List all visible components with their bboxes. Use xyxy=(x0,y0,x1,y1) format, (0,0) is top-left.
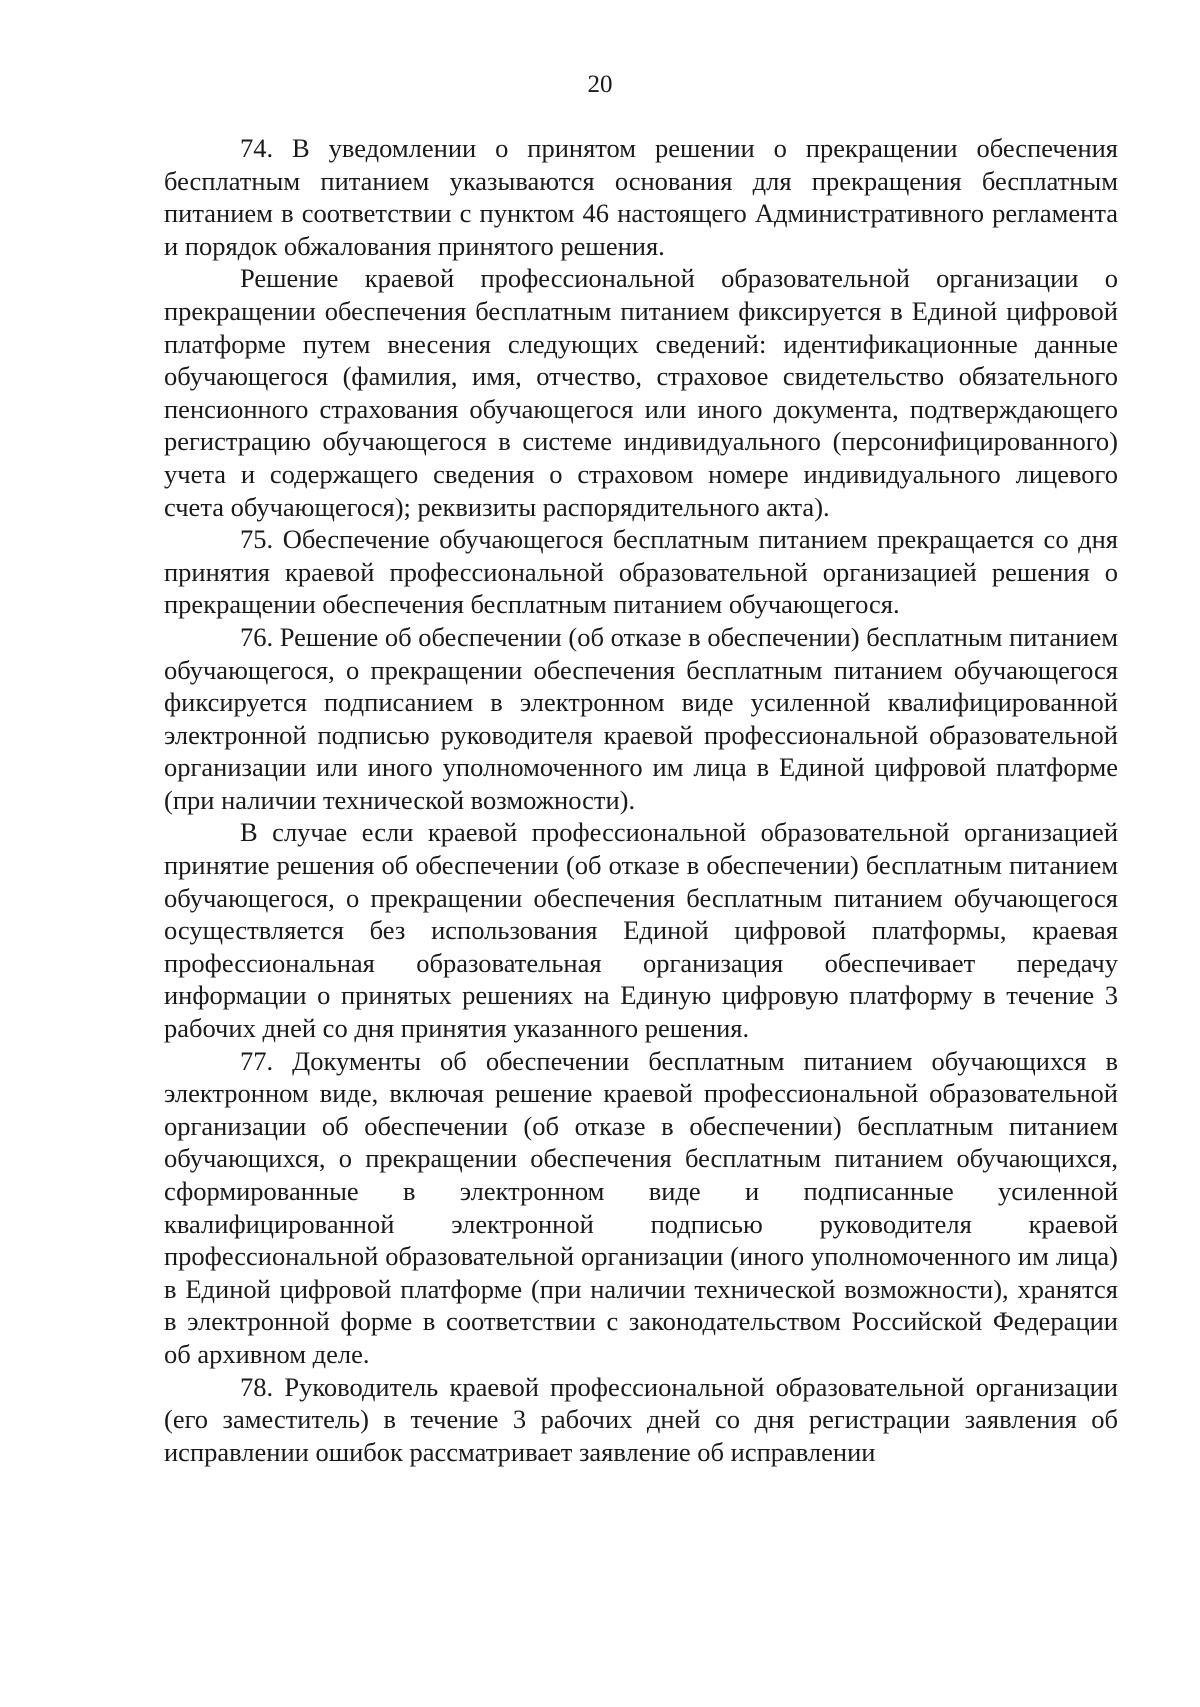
paragraph-74: 74. В уведомлении о принятом решении о прекращении обеспечения бесплатным питанием указываются основания для прекращения бесплатным питанием в соответствии с пунктом 46 настоящего Административного регламента и порядок обжалования принятого решения. xyxy=(164,133,1118,261)
paragraph-75: 75. Обеспечение обучающегося бесплатным питанием прекращается со дня принятия краевой профессиональной образовательной организацией решения о прекращении обеспечения бесплатным питанием обучающегося. xyxy=(164,524,1118,620)
paragraph-76: 76. Решение об обеспечении (об отказе в обеспечении) бесплатным питанием обучающегося, о прекращении обеспечения бесплатным питанием обучающегося фиксируется подписанием в электронном виде усиленной квалифицированной электронной подписью руководителя краевой профессиональной образовательной организации или иного уполномоченного им лица в Единой цифровой платформе (при наличии технической возможности). xyxy=(164,621,1118,815)
paragraph-76-case: В случае если краевой профессиональной образовательной организацией принятие решения об обеспечении (об отказе в обеспечении) бесплатным питанием обучающегося, о прекращении обеспечения бесплатным питанием обучающегося осуществляется без использования Единой цифровой платформы, краевая профессиональная образовательная организация обеспечивает передачу информации о принятых решениях на Единую цифровую платформу в течение 3 рабочих дней со дня принятия указанного решения. xyxy=(164,817,1118,1044)
paragraph-78: 78. Руководитель краевой профессиональной образовательной организации (его заместитель) в течение 3 рабочих дней со дня регистрации заявления об исправлении ошибок рассматривает заявление об исправлении xyxy=(164,1371,1118,1467)
page-number: 20 xyxy=(587,71,613,98)
document-body xyxy=(164,132,1118,1468)
paragraph-74-decision: Решение краевой профессиональной образовательной организации о прекращении обеспечения бесплатным питанием фиксируется в Единой цифровой платформе путем внесения следующих сведений: идентификационные данные обучающегося (фамилия, имя, отчество, страховое свидетельство обязательного пенсионного страхования обучающегося или иного документа, подтверждающего регистрацию обучающегося в системе индивидуального (персонифицированного) учета и содержащего сведения о страховом номере индивидуального лицевого счета обучающегося); реквизиты распорядительного акта). xyxy=(164,263,1118,522)
paragraph-77: 77. Документы об обеспечении бесплатным питанием обучающихся в электронном виде, включая решение краевой профессиональной образовательной организации об обеспечении (об отказе в обеспечении) бесплатным питанием обучающихся, о прекращении обеспечения бесплатным питанием обучающихся, сформированные в электронном виде и подписанные усиленной квалифицированной электронной подписью руководителя краевой профессиональной образовательной организации (иного уполномоченного им лица) в Единой цифровой платформе (при наличии технической возможности), хранятся в электронной форме в соответствии с законодательством Российской Федерации об архивном деле. xyxy=(164,1045,1118,1369)
